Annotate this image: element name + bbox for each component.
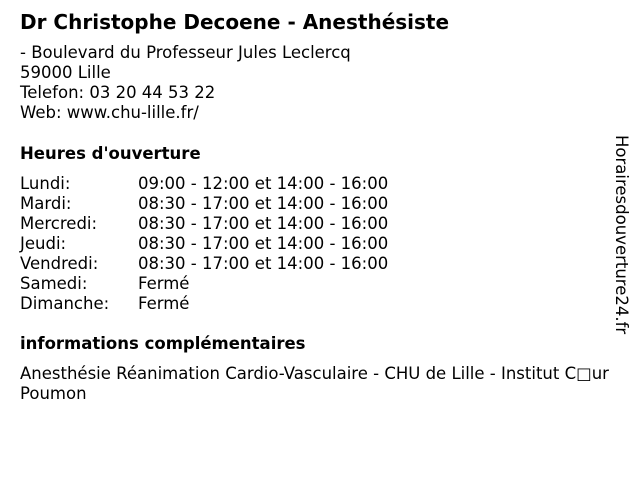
hours-row-monday (20, 174, 388, 194)
hours-time: 08:30 - 17:00 et 14:00 - 16:00 (138, 214, 389, 233)
address-web: Web: www.chu-lille.fr/ (20, 103, 199, 122)
hours-row-saturday (20, 274, 388, 294)
hours-day: Samedi: (20, 274, 88, 293)
address-phone: Telefon: 03 20 44 53 22 (20, 83, 216, 102)
hours-day: Vendredi: (20, 254, 99, 273)
hours-row-thursday (20, 234, 388, 254)
hours-time: 08:30 - 17:00 et 14:00 - 16:00 (138, 234, 389, 253)
opening-hours-table (20, 174, 388, 314)
hours-day: Lundi: (20, 174, 71, 193)
address-street: - Boulevard du Professeur Jules Leclercq (20, 43, 351, 62)
hours-day: Jeudi: (20, 234, 67, 253)
hours-row-sunday (20, 294, 388, 314)
opening-hours-heading: Heures d'ouverture (20, 144, 201, 163)
hours-row-friday (20, 254, 388, 274)
page-title: Dr Christophe Decoene - Anesthésiste (20, 10, 450, 34)
watermark (610, 135, 632, 345)
hours-time: 08:30 - 17:00 et 14:00 - 16:00 (138, 254, 389, 273)
hours-day: Mercredi: (20, 214, 98, 233)
additional-info-heading: informations complémentaires (20, 334, 306, 353)
hours-time: 08:30 - 17:00 et 14:00 - 16:00 (138, 194, 389, 213)
hours-day: Dimanche: (20, 294, 110, 313)
address-city: 59000 Lille (20, 63, 111, 82)
hours-row-wednesday (20, 214, 388, 234)
address-block (20, 43, 351, 123)
hours-time: 09:00 - 12:00 et 14:00 - 16:00 (138, 174, 389, 193)
hours-day: Mardi: (20, 194, 72, 213)
watermark-text: Horairesdouverture24.fr (612, 135, 631, 335)
hours-row-tuesday (20, 194, 388, 214)
hours-time: Fermé (138, 274, 190, 293)
additional-info-text: Anesthésie Réanimation Cardio-Vasculaire - CHU de Lille - Institut C□ur Poumon (20, 364, 609, 403)
hours-time: Fermé (138, 294, 190, 313)
